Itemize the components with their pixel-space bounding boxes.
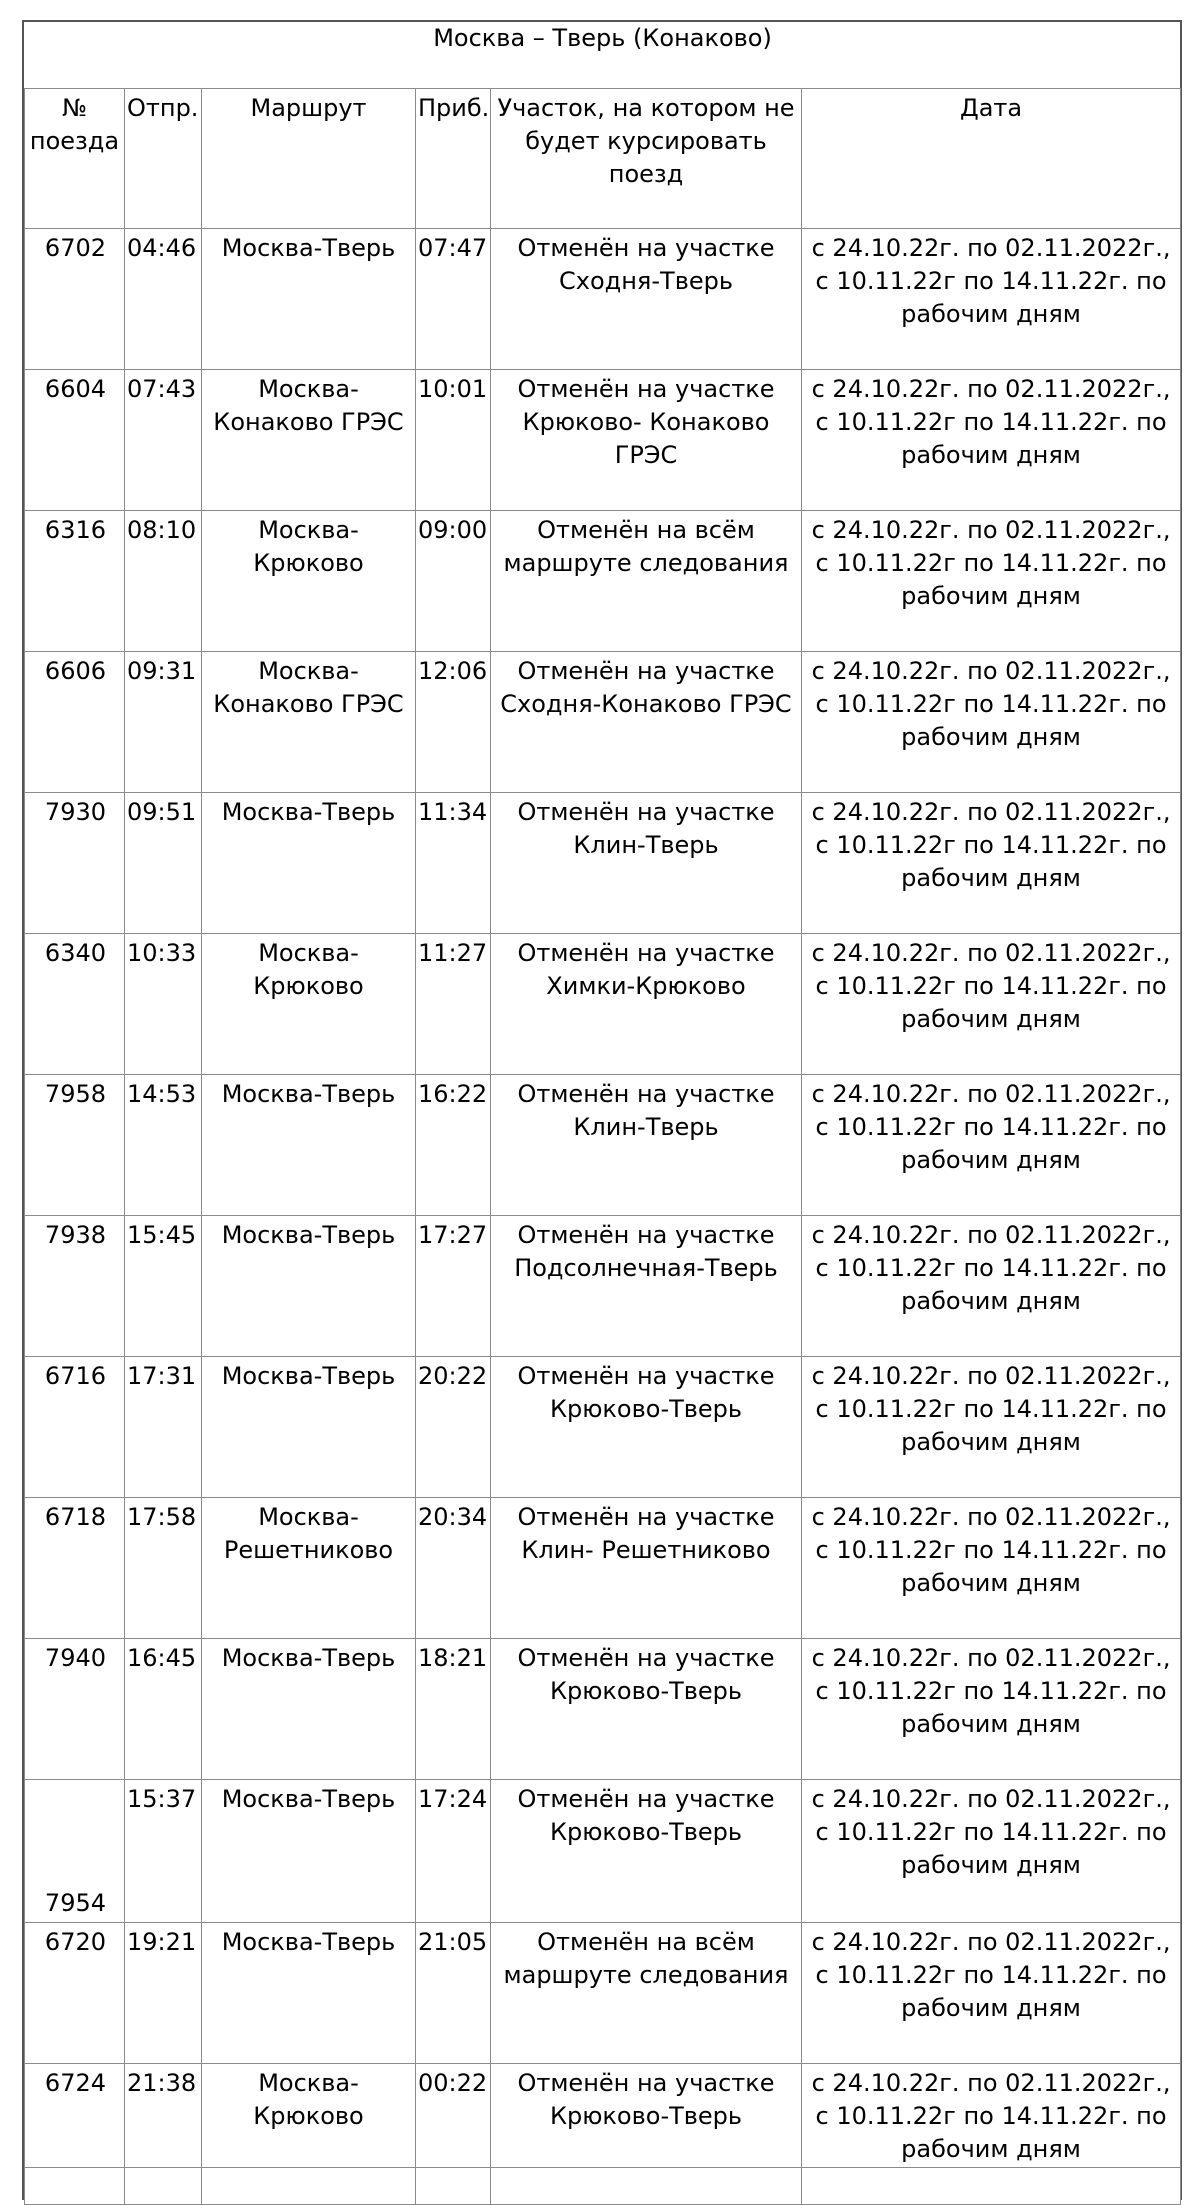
section-cell: Отменён на участке Клин-Тверь (491, 1075, 802, 1216)
date-cell: с 24.10.22г. по 02.11.2022г., с 10.11.22г по 14.11.22г. по рабочим дням (802, 793, 1181, 934)
route-cell: Москва-Крюково (202, 934, 416, 1075)
table-row (25, 1780, 1181, 1923)
table-row (25, 1216, 1181, 1357)
section-cell: Отменён на всём маршруте следования (491, 511, 802, 652)
section-cell: Отменён на участке Клин- Решетниково (491, 1498, 802, 1639)
section-cell: Отменён на участке Химки-Крюково (491, 934, 802, 1075)
arrival-cell: 10:01 (416, 370, 491, 511)
route-cell: Москва-Тверь (202, 1216, 416, 1357)
table-row (25, 1075, 1181, 1216)
date-cell: с 24.10.22г. по 02.11.2022г., с 10.11.22г по 14.11.22г. по рабочим дням (802, 1639, 1181, 1780)
departure-cell: 17:58 (125, 1498, 202, 1639)
train-number-cell: 6716 (25, 1357, 125, 1498)
header-train-number: № поезда (25, 89, 125, 229)
train-number-cell: 6340 (25, 934, 125, 1075)
departure-cell: 14:53 (125, 1075, 202, 1216)
departure-cell: 04:46 (125, 229, 202, 370)
section-cell: Отменён на участке Крюково-Тверь (491, 1357, 802, 1498)
departure-cell: 09:51 (125, 793, 202, 934)
train-number-cell: 6702 (25, 229, 125, 370)
header-arrival: Приб. (416, 89, 491, 229)
route-cell: Москва-Тверь (202, 1780, 416, 1923)
route-cell: Москва-Конаково ГРЭС (202, 370, 416, 511)
section-cell: Отменён на участке Клин-Тверь (491, 793, 802, 934)
train-number-cell: 6606 (25, 652, 125, 793)
table-row (25, 229, 1181, 370)
date-cell: с 24.10.22г. по 02.11.2022г., с 10.11.22г по 14.11.22г. по рабочим дням (802, 370, 1181, 511)
departure-cell: 17:31 (125, 1357, 202, 1498)
route-cell: Москва-Тверь (202, 1923, 416, 2064)
arrival-cell: 12:06 (416, 652, 491, 793)
arrival-cell: 17:24 (416, 1780, 491, 1923)
table-row (25, 793, 1181, 934)
train-number-cell: 7938 (25, 1216, 125, 1357)
arrival-cell: 16:22 (416, 1075, 491, 1216)
header-row (25, 89, 1181, 229)
departure-cell: 19:21 (125, 1923, 202, 2064)
arrival-cell: 00:22 (416, 2064, 491, 2205)
table-row (25, 934, 1181, 1075)
departure-cell: 21:38 (125, 2064, 202, 2205)
table-row (25, 1357, 1181, 1498)
train-number-cell: 7940 (25, 1639, 125, 1780)
table-row (25, 1923, 1181, 2064)
train-number-cell: 7954 (25, 1780, 125, 1923)
route-cell: Москва-Тверь (202, 1639, 416, 1780)
train-number-cell: 6720 (25, 1923, 125, 2064)
header-route: Маршрут (202, 89, 416, 229)
section-cell: Отменён на участке Сходня-Тверь (491, 229, 802, 370)
route-cell: Москва-Тверь (202, 1075, 416, 1216)
date-cell: с 24.10.22г. по 02.11.2022г., с 10.11.22г по 14.11.22г. по рабочим дням (802, 1216, 1181, 1357)
section-cell: Отменён на всём маршруте следования (491, 1923, 802, 2064)
section-cell: Отменён на участке Крюково- Конаково ГРЭС (491, 370, 802, 511)
table-row (25, 2064, 1181, 2205)
table-row (25, 1639, 1181, 1780)
schedule-table (24, 22, 1181, 2205)
date-cell: с 24.10.22г. по 02.11.2022г., с 10.11.22г по 14.11.22г. по рабочим дням (802, 652, 1181, 793)
date-cell: с 24.10.22г. по 02.11.2022г., с 10.11.22г по 14.11.22г. по рабочим дням (802, 1498, 1181, 1639)
table-bottom-divider (24, 2167, 1180, 2168)
departure-cell: 07:43 (125, 370, 202, 511)
arrival-cell: 17:27 (416, 1216, 491, 1357)
train-number-cell: 6604 (25, 370, 125, 511)
arrival-cell: 11:34 (416, 793, 491, 934)
departure-cell: 09:31 (125, 652, 202, 793)
header-date: Дата (802, 89, 1181, 229)
date-cell: с 24.10.22г. по 02.11.2022г., с 10.11.22г по 14.11.22г. по рабочим дням (802, 1357, 1181, 1498)
table-row (25, 652, 1181, 793)
departure-cell: 16:45 (125, 1639, 202, 1780)
arrival-cell: 18:21 (416, 1639, 491, 1780)
departure-cell: 10:33 (125, 934, 202, 1075)
train-number-cell: 7958 (25, 1075, 125, 1216)
train-number-cell: 6724 (25, 2064, 125, 2205)
arrival-cell: 07:47 (416, 229, 491, 370)
arrival-cell: 20:34 (416, 1498, 491, 1639)
section-cell: Отменён на участке Крюково-Тверь (491, 1780, 802, 1923)
route-cell: Москва-Тверь (202, 229, 416, 370)
departure-cell: 15:45 (125, 1216, 202, 1357)
header-departure: Отпр. (125, 89, 202, 229)
route-cell: Москва-Крюково (202, 511, 416, 652)
train-number-cell: 6316 (25, 511, 125, 652)
arrival-cell: 20:22 (416, 1357, 491, 1498)
table-row (25, 370, 1181, 511)
section-cell: Отменён на участке Подсолнечная-Тверь (491, 1216, 802, 1357)
table-row (25, 1498, 1181, 1639)
table-row (25, 511, 1181, 652)
route-cell: Москва-Решетниково (202, 1498, 416, 1639)
page-title: Москва – Тверь (Конаково) (25, 22, 1181, 89)
arrival-cell: 11:27 (416, 934, 491, 1075)
date-cell: с 24.10.22г. по 02.11.2022г., с 10.11.22г по 14.11.22г. по рабочим дням (802, 1780, 1181, 1923)
date-cell: с 24.10.22г. по 02.11.2022г., с 10.11.22г по 14.11.22г. по рабочим дням (802, 1923, 1181, 2064)
date-cell: с 24.10.22г. по 02.11.2022г., с 10.11.22г по 14.11.22г. по рабочим дням (802, 934, 1181, 1075)
title-row (25, 22, 1181, 89)
date-cell: с 24.10.22г. по 02.11.2022г., с 10.11.22г по 14.11.22г. по рабочим дням (802, 511, 1181, 652)
section-cell: Отменён на участке Сходня-Конаково ГРЭС (491, 652, 802, 793)
route-cell: Москва-Тверь (202, 793, 416, 934)
route-cell: Москва-Конаково ГРЭС (202, 652, 416, 793)
header-section: Участок, на котором не будет курсировать поезд (491, 89, 802, 229)
train-number-cell: 7930 (25, 793, 125, 934)
date-cell: с 24.10.22г. по 02.11.2022г., с 10.11.22г по 14.11.22г. по рабочим дням (802, 229, 1181, 370)
section-cell: Отменён на участке Крюково-Тверь (491, 1639, 802, 1780)
train-number-cell: 6718 (25, 1498, 125, 1639)
arrival-cell: 21:05 (416, 1923, 491, 2064)
date-cell: с 24.10.22г. по 02.11.2022г., с 10.11.22г по 14.11.22г. по рабочим дням (802, 1075, 1181, 1216)
departure-cell: 08:10 (125, 511, 202, 652)
route-cell: Москва-Тверь (202, 1357, 416, 1498)
route-cell: Москва-Крюково (202, 2064, 416, 2205)
date-cell: с 24.10.22г. по 02.11.2022г., с 10.11.22г по 14.11.22г. по рабочим дням (802, 2064, 1181, 2205)
departure-cell: 15:37 (125, 1780, 202, 1923)
section-cell: Отменён на участке Крюково-Тверь (491, 2064, 802, 2205)
arrival-cell: 09:00 (416, 511, 491, 652)
